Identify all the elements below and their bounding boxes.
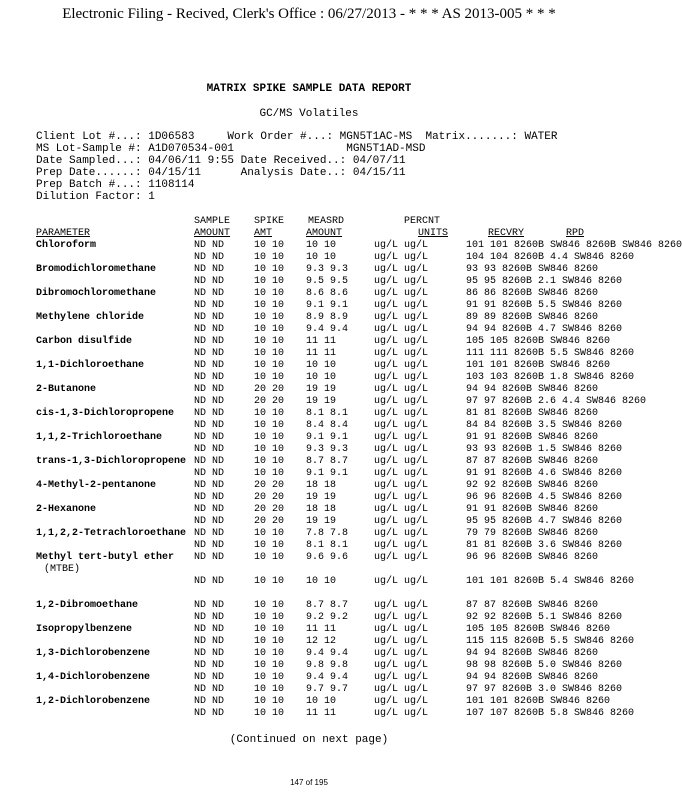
cell-msr: 9.5 9.5 (306, 276, 349, 287)
cell-msr: 19 19 (306, 396, 337, 407)
table-row (36, 264, 599, 276)
cell-amt: ND ND (194, 456, 225, 467)
table-row (36, 564, 81, 576)
column-header-rpd: RPD (566, 228, 585, 239)
cell-spk: 10 10 (254, 312, 285, 323)
cell-msr: 8.1 8.1 (306, 408, 349, 419)
cell-uni: ug/L ug/L (374, 336, 429, 347)
column-header-top: SAMPLE SPIKE MEASRD PERCNT (194, 216, 441, 227)
cell-amt: ND ND (194, 468, 225, 479)
header-line-client: Client Lot #...: 1D06583 Work Order #...: MGN5T1AC-MS Matrix.......: WATER (36, 131, 558, 143)
table-row (36, 276, 623, 288)
cell-uni: ug/L ug/L (374, 684, 429, 695)
cell-uni: ug/L ug/L (374, 372, 429, 383)
cell-spk: 20 20 (254, 516, 285, 527)
cell-cod: 93 93 8260B 1.5 SW846 8260 (466, 444, 623, 455)
cell-amt: ND ND (194, 576, 225, 587)
cell-amt: ND ND (194, 396, 225, 407)
cell-param: Dibromochloromethane (36, 288, 157, 299)
column-header-parameter: PARAMETER (36, 228, 91, 239)
cell-amt: ND ND (194, 372, 225, 383)
table-row (36, 672, 599, 684)
page-number: 147 of 195 (290, 778, 328, 787)
cell-spk: 10 10 (254, 432, 285, 443)
cell-msr: 9.3 9.3 (306, 444, 349, 455)
cell-uni: ug/L ug/L (374, 480, 429, 491)
column-header-amount: AMOUNT (194, 228, 231, 239)
cell-amt: ND ND (194, 492, 225, 503)
cell-cod: 101 101 8260B SW846 8260B SW846 8260 (466, 240, 682, 251)
cell-cod: 96 96 8260B 4.5 SW846 8260 (466, 492, 623, 503)
table-row (36, 444, 623, 456)
cell-cod: 94 94 8260B SW846 8260 (466, 384, 599, 395)
cell-cod: 91 91 8260B SW846 8260 (466, 432, 599, 443)
cell-msr: 19 19 (306, 492, 337, 503)
cell-spk: 10 10 (254, 600, 285, 611)
column-header-amt: AMT (254, 228, 273, 239)
cell-amt: ND ND (194, 276, 225, 287)
table-row (36, 300, 623, 312)
cell-cod: 97 97 8260B 3.0 SW846 8260 (466, 684, 623, 695)
cell-amt: ND ND (194, 600, 225, 611)
cell-msr: 18 18 (306, 480, 337, 491)
cell-param: 1,1-Dichloroethane (36, 360, 145, 371)
cell-amt: ND ND (194, 540, 225, 551)
cell-amt: ND ND (194, 264, 225, 275)
cell-spk: 10 10 (254, 456, 285, 467)
cell-msr: 9.2 9.2 (306, 612, 349, 623)
cell-uni: ug/L ug/L (374, 384, 429, 395)
cell-cod: 95 95 8260B 4.7 SW846 8260 (466, 516, 623, 527)
cell-spk: 10 10 (254, 684, 285, 695)
cell-msr: 9.1 9.1 (306, 468, 349, 479)
cell-uni: ug/L ug/L (374, 600, 429, 611)
cell-uni: ug/L ug/L (374, 360, 429, 371)
table-row (36, 612, 623, 624)
column-header-units: UNITS (418, 228, 449, 239)
table-row (36, 708, 635, 720)
cell-msr: 18 18 (306, 504, 337, 515)
cell-cod: 105 105 8260B SW846 8260 (466, 624, 611, 635)
cell-cod: 101 101 8260B 5.4 SW846 8260 (466, 576, 635, 587)
cell-spk: 10 10 (254, 300, 285, 311)
header-line-prep-batch: Prep Batch #...: 1108114 (36, 179, 195, 191)
cell-cod: 95 95 8260B 2.1 SW846 8260 (466, 276, 623, 287)
cell-amt: ND ND (194, 528, 225, 539)
cell-param: (MTBE) (44, 564, 81, 575)
results-table (36, 216, 682, 720)
cell-msr: 9.8 9.8 (306, 660, 349, 671)
cell-msr: 10 10 (306, 360, 337, 371)
cell-param: Isopropylbenzene (36, 624, 133, 635)
table-row (36, 624, 611, 636)
cell-uni: ug/L ug/L (374, 516, 429, 527)
cell-amt: ND ND (194, 324, 225, 335)
cell-uni: ug/L ug/L (374, 252, 429, 263)
cell-spk: 10 10 (254, 528, 285, 539)
cell-msr: 9.1 9.1 (306, 432, 349, 443)
cell-uni: ug/L ug/L (374, 660, 429, 671)
cell-msr: 9.4 9.4 (306, 648, 349, 659)
cell-amt: ND ND (194, 312, 225, 323)
cell-amt: ND ND (194, 504, 225, 515)
cell-uni: ug/L ug/L (374, 624, 429, 635)
table-row (36, 372, 635, 384)
cell-uni: ug/L ug/L (374, 540, 429, 551)
cell-uni: ug/L ug/L (374, 456, 429, 467)
table-row (36, 492, 623, 504)
cell-spk: 10 10 (254, 612, 285, 623)
table-row (36, 696, 611, 708)
cell-msr: 8.4 8.4 (306, 420, 349, 431)
cell-param: Methylene chloride (36, 312, 145, 323)
cell-param: 1,1,2-Trichloroethane (36, 432, 163, 443)
cell-spk: 10 10 (254, 540, 285, 551)
cell-cod: 115 115 8260B 5.5 SW846 8260 (466, 636, 635, 647)
table-row (36, 324, 623, 336)
cell-uni: ug/L ug/L (374, 324, 429, 335)
cell-param: Carbon disulfide (36, 336, 133, 347)
cell-cod: 92 92 8260B 5.1 SW846 8260 (466, 612, 623, 623)
cell-cod: 91 91 8260B 5.5 SW846 8260 (466, 300, 623, 311)
cell-uni: ug/L ug/L (374, 612, 429, 623)
cell-uni: ug/L ug/L (374, 708, 429, 719)
cell-uni: ug/L ug/L (374, 696, 429, 707)
cell-amt: ND ND (194, 708, 225, 719)
cell-cod: 105 105 8260B SW846 8260 (466, 336, 611, 347)
cell-spk: 10 10 (254, 360, 285, 371)
cell-param: trans-1,3-Dichloropropene (36, 456, 187, 467)
table-row (36, 288, 599, 300)
cell-uni: ug/L ug/L (374, 672, 429, 683)
report-title: MATRIX SPIKE SAMPLE DATA REPORT (206, 83, 412, 95)
cell-cod: 103 103 8260B 1.8 SW846 8260 (466, 372, 635, 383)
table-row (36, 588, 60, 600)
cell-cod: 101 101 8260B SW846 8260 (466, 360, 611, 371)
cell-msr: 9.4 9.4 (306, 324, 349, 335)
cell-spk: 20 20 (254, 396, 285, 407)
cell-uni: ug/L ug/L (374, 504, 429, 515)
cell-spk: 10 10 (254, 264, 285, 275)
cell-uni: ug/L ug/L (374, 552, 429, 563)
cell-amt: ND ND (194, 612, 225, 623)
cell-amt: ND ND (194, 444, 225, 455)
cell-amt: ND ND (194, 240, 225, 251)
cell-param: Methyl tert-butyl ether (36, 552, 175, 563)
table-row (36, 660, 623, 672)
cell-msr: 11 11 (306, 336, 337, 347)
cell-msr: 10 10 (306, 576, 337, 587)
cell-spk: 10 10 (254, 576, 285, 587)
cell-param: 1,4-Dichlorobenzene (36, 672, 151, 683)
cell-spk: 10 10 (254, 408, 285, 419)
cell-amt: ND ND (194, 552, 225, 563)
cell-cod: 94 94 8260B 4.7 SW846 8260 (466, 324, 623, 335)
continued-note: (Continued on next page) (229, 734, 389, 746)
cell-msr: 10 10 (306, 252, 337, 263)
cell-cod: 87 87 8260B SW846 8260 (466, 600, 599, 611)
table-row (36, 684, 623, 696)
cell-amt: ND ND (194, 624, 225, 635)
cell-uni: ug/L ug/L (374, 312, 429, 323)
cell-msr: 9.4 9.4 (306, 672, 349, 683)
table-row (36, 420, 623, 432)
cell-cod: 86 86 8260B SW846 8260 (466, 288, 599, 299)
cell-amt: ND ND (194, 696, 225, 707)
cell-amt: ND ND (194, 660, 225, 671)
cell-spk: 10 10 (254, 660, 285, 671)
cell-amt: ND ND (194, 360, 225, 371)
cell-cod: 84 84 8260B 3.5 SW846 8260 (466, 420, 623, 431)
cell-msr: 9.6 9.6 (306, 552, 349, 563)
table-row (36, 552, 599, 564)
cell-msr: 19 19 (306, 516, 337, 527)
cell-spk: 10 10 (254, 288, 285, 299)
cell-msr: 9.3 9.3 (306, 264, 349, 275)
cell-msr: 8.7 8.7 (306, 456, 349, 467)
cell-uni: ug/L ug/L (374, 492, 429, 503)
report-subtitle: GC/MS Volatiles (259, 108, 359, 120)
cell-uni: ug/L ug/L (374, 576, 429, 587)
cell-param: Bromodichloromethane (36, 264, 157, 275)
cell-spk: 10 10 (254, 648, 285, 659)
table-row (36, 540, 623, 552)
cell-spk: 20 20 (254, 492, 285, 503)
cell-spk: 10 10 (254, 468, 285, 479)
filing-banner: Electronic Filing - Recived, Clerk's Office : 06/27/2013 - * * * AS 2013-005 * * * (62, 6, 556, 22)
cell-cod: 92 92 8260B SW846 8260 (466, 480, 599, 491)
cell-uni: ug/L ug/L (374, 288, 429, 299)
cell-spk: 10 10 (254, 324, 285, 335)
cell-msr: 10 10 (306, 696, 337, 707)
cell-uni: ug/L ug/L (374, 348, 429, 359)
cell-uni: ug/L ug/L (374, 300, 429, 311)
cell-msr: 19 19 (306, 384, 337, 395)
table-row (36, 396, 647, 408)
cell-uni: ug/L ug/L (374, 276, 429, 287)
cell-msr: 8.1 8.1 (306, 540, 349, 551)
table-row (36, 408, 599, 420)
header-line-prep-date: Prep Date......: 04/15/11 Analysis Date..: 04/15/11 (36, 167, 406, 179)
cell-cod: 98 98 8260B 5.0 SW846 8260 (466, 660, 623, 671)
table-row (36, 516, 623, 528)
cell-cod: 101 101 8260B SW846 8260 (466, 696, 611, 707)
cell-msr: 10 10 (306, 240, 337, 251)
cell-uni: ug/L ug/L (374, 432, 429, 443)
cell-amt: ND ND (194, 432, 225, 443)
cell-uni: ug/L ug/L (374, 420, 429, 431)
cell-param: Chloroform (36, 240, 97, 251)
cell-uni: ug/L ug/L (374, 396, 429, 407)
cell-amt: ND ND (194, 288, 225, 299)
cell-amt: ND ND (194, 420, 225, 431)
table-body (36, 240, 682, 720)
cell-param: 4-Methyl-2-pentanone (36, 480, 157, 491)
cell-cod: 94 94 8260B SW846 8260 (466, 648, 599, 659)
cell-cod: 96 96 8260B SW846 8260 (466, 552, 599, 563)
header-line-dilution: Dilution Factor: 1 (36, 191, 155, 203)
cell-amt: ND ND (194, 684, 225, 695)
cell-amt: ND ND (194, 672, 225, 683)
cell-spk: 10 10 (254, 636, 285, 647)
cell-msr: 9.1 9.1 (306, 300, 349, 311)
cell-spk: 10 10 (254, 276, 285, 287)
header-line-date-sampled: Date Sampled...: 04/06/11 9:55 Date Received..: 04/07/11 (36, 155, 406, 167)
cell-msr: 11 11 (306, 708, 337, 719)
cell-spk: 10 10 (254, 672, 285, 683)
cell-cod: 89 89 8260B SW846 8260 (466, 312, 599, 323)
cell-spk: 20 20 (254, 480, 285, 491)
table-row (36, 312, 599, 324)
cell-spk: 10 10 (254, 708, 285, 719)
cell-amt: ND ND (194, 336, 225, 347)
cell-msr: 11 11 (306, 348, 337, 359)
cell-amt: ND ND (194, 408, 225, 419)
cell-spk: 10 10 (254, 336, 285, 347)
cell-uni: ug/L ug/L (374, 408, 429, 419)
cell-spk: 10 10 (254, 240, 285, 251)
column-header-row-2 (36, 228, 585, 240)
cell-msr: 8.7 8.7 (306, 600, 349, 611)
cell-amt: ND ND (194, 516, 225, 527)
cell-spk: 20 20 (254, 504, 285, 515)
cell-cod: 79 79 8260B SW846 8260 (466, 528, 599, 539)
cell-msr: 10 10 (306, 372, 337, 383)
cell-cod: 97 97 8260B 2.6 4.4 SW846 8260 (466, 396, 647, 407)
cell-spk: 10 10 (254, 252, 285, 263)
cell-cod: 107 107 8260B 5.8 SW846 8260 (466, 708, 635, 719)
cell-spk: 20 20 (254, 384, 285, 395)
cell-param: 1,1,2,2-Tetrachloroethane (36, 528, 187, 539)
cell-spk: 10 10 (254, 444, 285, 455)
cell-amt: ND ND (194, 636, 225, 647)
cell-cod: 81 81 8260B 3.6 SW846 8260 (466, 540, 623, 551)
table-row (36, 384, 599, 396)
cell-amt: ND ND (194, 300, 225, 311)
cell-spk: 10 10 (254, 420, 285, 431)
cell-cod: 93 93 8260B SW846 8260 (466, 264, 599, 275)
cell-param: 1,3-Dichlorobenzene (36, 648, 151, 659)
table-row (36, 252, 635, 264)
table-row (36, 600, 599, 612)
cell-spk: 10 10 (254, 348, 285, 359)
cell-uni: ug/L ug/L (374, 528, 429, 539)
cell-param: 2-Hexanone (36, 504, 97, 515)
cell-uni: ug/L ug/L (374, 468, 429, 479)
cell-cod: 91 91 8260B 4.6 SW846 8260 (466, 468, 623, 479)
table-row (36, 336, 611, 348)
table-row (36, 468, 623, 480)
table-row (36, 240, 682, 252)
table-row (36, 360, 611, 372)
cell-cod: 91 91 8260B SW846 8260 (466, 504, 599, 515)
column-header-row-1 (36, 216, 441, 228)
cell-msr: 11 11 (306, 624, 337, 635)
table-row (36, 648, 599, 660)
column-header-recvry: RECVRY (488, 228, 525, 239)
cell-cod: 111 111 8260B 5.5 SW846 8260 (466, 348, 635, 359)
table-row (36, 528, 599, 540)
table-row (36, 480, 599, 492)
cell-msr: 8.9 8.9 (306, 312, 349, 323)
cell-cod: 81 81 8260B SW846 8260 (466, 408, 599, 419)
cell-cod: 94 94 8260B SW846 8260 (466, 672, 599, 683)
cell-amt: ND ND (194, 384, 225, 395)
cell-param: 2-Butanone (36, 384, 97, 395)
cell-spk: 10 10 (254, 372, 285, 383)
cell-spk: 10 10 (254, 624, 285, 635)
cell-amt: ND ND (194, 648, 225, 659)
cell-uni: ug/L ug/L (374, 444, 429, 455)
cell-param: cis-1,3-Dichloropropene (36, 408, 175, 419)
cell-spk: 10 10 (254, 552, 285, 563)
cell-cod: 87 87 8260B SW846 8260 (466, 456, 599, 467)
cell-amt: ND ND (194, 252, 225, 263)
table-row (36, 456, 599, 468)
cell-param: 1,2-Dichlorobenzene (36, 696, 151, 707)
column-header-measrd-amount: AMOUNT (306, 228, 343, 239)
table-row (36, 432, 599, 444)
cell-msr: 9.7 9.7 (306, 684, 349, 695)
cell-spk: 10 10 (254, 696, 285, 707)
cell-msr: 7.8 7.8 (306, 528, 349, 539)
cell-cod: 104 104 8260B 4.4 SW846 8260 (466, 252, 635, 263)
cell-param: 1,2-Dibromoethane (36, 600, 139, 611)
cell-uni: ug/L ug/L (374, 264, 429, 275)
cell-uni: ug/L ug/L (374, 240, 429, 251)
cell-msr: 8.6 8.6 (306, 288, 349, 299)
cell-uni: ug/L ug/L (374, 648, 429, 659)
cell-msr: 12 12 (306, 636, 337, 647)
header-line-ms-lot: MS Lot-Sample #: A1D070534-001 MGN5T1AD-MSD (36, 143, 426, 155)
table-row (36, 348, 635, 360)
table-row (36, 636, 635, 648)
table-row (36, 576, 635, 588)
cell-amt: ND ND (194, 480, 225, 491)
cell-amt: ND ND (194, 348, 225, 359)
table-row (36, 504, 599, 516)
cell-uni: ug/L ug/L (374, 636, 429, 647)
